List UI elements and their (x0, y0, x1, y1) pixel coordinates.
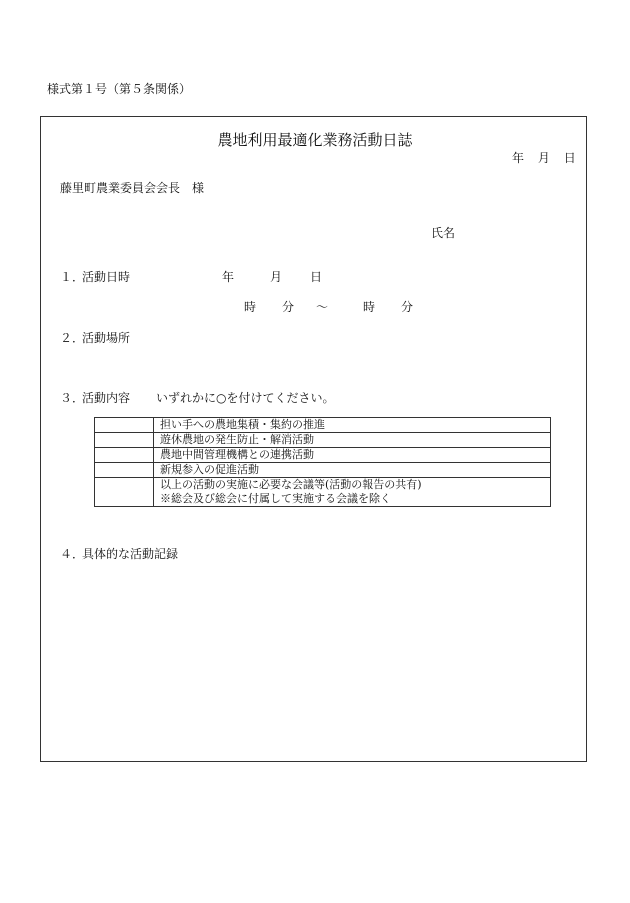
activity-option-note: ※総会及び総会に付属して実施する会議を除く (160, 492, 391, 505)
activity-option: 農地中間管理機構との連携活動 (154, 448, 551, 463)
section-instruction: いずれかに○を付けてください。 (156, 391, 335, 405)
form-number-label: 様式第１号（第５条関係） (47, 82, 192, 96)
section-label: 活動内容 (82, 391, 131, 405)
document-title: 農地利用最適化業務活動日誌 (217, 131, 413, 149)
name-field-label: 氏名 (431, 226, 456, 240)
table-row (95, 418, 551, 433)
section-number: ２． (60, 331, 85, 345)
checkbox-cell[interactable] (95, 478, 154, 507)
section-label: 活動日時 (82, 270, 131, 284)
activity-option (154, 478, 551, 507)
date-year-label: 年 (512, 151, 525, 165)
activity-checklist-table (94, 417, 551, 507)
activity-option: 遊休農地の発生防止・解消活動 (154, 433, 551, 448)
activity-time-fields (244, 298, 413, 315)
end-minute-label: 分 (401, 300, 414, 314)
activity-option-line: 以上の活動の実施に必要な会議等(活動の報告の共有) (160, 478, 422, 491)
section-number: ４． (60, 547, 85, 561)
start-minute-label: 分 (282, 300, 295, 314)
table-row (95, 448, 551, 463)
checkbox-cell[interactable] (95, 433, 154, 448)
section-number: １． (60, 270, 85, 284)
activity-option: 担い手への農地集積・集約の推進 (154, 418, 551, 433)
activity-date-fields (222, 268, 322, 285)
section-label: 活動場所 (82, 331, 131, 345)
activity-month-label: 月 (270, 270, 283, 284)
section-activity-datetime (60, 268, 130, 285)
section-activity-content (60, 389, 335, 406)
section-activity-location (60, 329, 130, 346)
table-row (95, 478, 551, 507)
section-number: ３． (60, 391, 85, 405)
time-range-tilde: ～ (316, 300, 329, 314)
table-row (95, 463, 551, 478)
section-label: 具体的な活動記録 (82, 547, 179, 561)
end-hour-label: 時 (363, 300, 376, 314)
activity-day-label: 日 (310, 270, 323, 284)
checkbox-cell[interactable] (95, 448, 154, 463)
checkbox-cell[interactable] (95, 463, 154, 478)
start-hour-label: 時 (244, 300, 257, 314)
activity-year-label: 年 (222, 270, 235, 284)
date-day-label: 日 (563, 151, 576, 165)
activity-option: 新規参入の促進活動 (154, 463, 551, 478)
table-row (95, 433, 551, 448)
section-activity-record (60, 545, 178, 562)
date-month-label: 月 (537, 151, 550, 165)
checkbox-cell[interactable] (95, 418, 154, 433)
addressee: 藤里町農業委員会会長 様 (60, 181, 205, 195)
submission-date (512, 149, 576, 166)
